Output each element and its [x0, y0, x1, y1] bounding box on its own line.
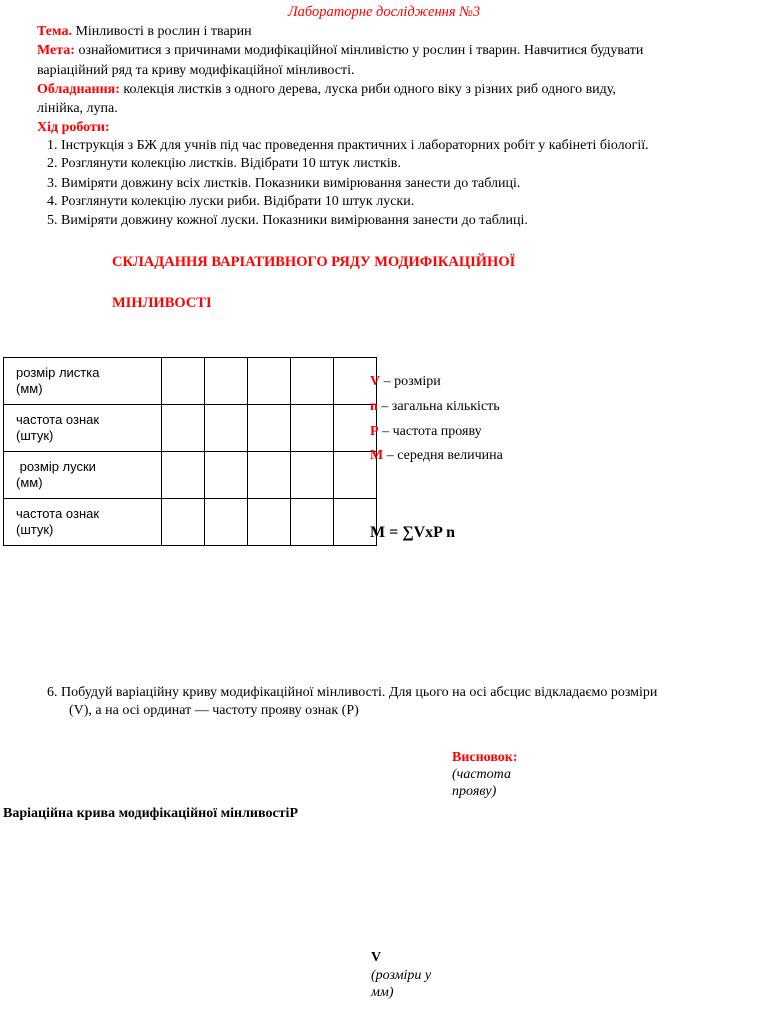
row-label: [4, 452, 162, 499]
table-row: [4, 405, 377, 452]
legend-text: – розміри: [380, 374, 441, 389]
table-cell[interactable]: [162, 405, 205, 452]
table-row: [4, 499, 377, 546]
section-heading-1: СКЛАДАННЯ ВАРІАТИВНОГО РЯДУ МОДИФІКАЦІЙНОЇ: [112, 254, 516, 270]
table-cell[interactable]: [291, 499, 334, 546]
goal-text-2: варіаційний ряд та криву модифікаційної мінливості.: [37, 63, 355, 78]
equipment-text-1: колекція листків з одного дерева, луска риби одного віку з різних риб одного виду,: [123, 82, 616, 97]
step-4: 4. Розглянути колекцію луски риби. Відібрати 10 штук луски.: [47, 194, 415, 209]
table-cell[interactable]: [162, 499, 205, 546]
step-5: 5. Виміряти довжину кожної луски. Показники вимірювання занести до таблиці.: [47, 213, 528, 228]
step-3: 3. Виміряти довжину всіх листків. Показники вимірювання занести до таблиці.: [47, 176, 521, 191]
step-2: 2. Розглянути колекцію листків. Відібрати 10 штук листків.: [47, 156, 401, 171]
legend-text: – частота прояву: [378, 424, 482, 439]
equipment-line-1: [37, 81, 616, 98]
equipment-label: Обладнання:: [37, 82, 120, 97]
axis-v-note-1: (розміри у: [371, 968, 432, 983]
legend-symbol: M: [370, 448, 384, 463]
table-cell[interactable]: [205, 358, 248, 405]
conclusion-note-1: (частота: [452, 767, 511, 782]
topic-label: Тема.: [37, 24, 72, 39]
legend-symbol: V: [370, 374, 381, 389]
goal-line-1: [37, 42, 643, 59]
row-label-line: розмір луски: [16, 459, 96, 474]
row-label: [4, 499, 162, 546]
row-label-line: частота ознак: [16, 506, 100, 521]
table-cell[interactable]: [248, 405, 291, 452]
variation-table: [3, 357, 377, 546]
goal-label: Мета:: [37, 43, 75, 58]
legend-symbol: n: [370, 399, 378, 414]
row-label-line: частота ознак: [16, 412, 100, 427]
legend-n: [370, 399, 500, 415]
table-cell[interactable]: [162, 358, 205, 405]
topic-text: Мінливості в рослин і тварин: [75, 24, 252, 39]
row-label-line: (штук): [16, 522, 54, 537]
row-label-line: розмір листка: [16, 365, 100, 380]
conclusion-note-2: прояву): [452, 784, 497, 799]
legend-p: [370, 424, 482, 440]
table-row: [4, 358, 377, 405]
mean-formula: M = ∑VxP n: [370, 524, 455, 541]
table-row: [4, 452, 377, 499]
legend-text: – загальна кількість: [377, 399, 500, 414]
table-cell[interactable]: [291, 358, 334, 405]
document-title: Лабораторне дослідження №3: [287, 4, 481, 20]
row-label-line: (мм): [16, 381, 43, 396]
curve-title: Варіаційна крива модифікаційної мінливостіР: [3, 806, 298, 821]
row-label-line: (мм): [16, 475, 43, 490]
legend-text: – середня величина: [383, 448, 503, 463]
row-label: [4, 358, 162, 405]
table-cell[interactable]: [248, 452, 291, 499]
legend-m: [370, 448, 503, 464]
table-cell[interactable]: [248, 358, 291, 405]
table-cell[interactable]: [291, 452, 334, 499]
row-label-line: (штук): [16, 428, 54, 443]
table-cell[interactable]: [291, 405, 334, 452]
conclusion-label: Висновок:: [452, 750, 518, 765]
legend-symbol: P: [370, 424, 379, 439]
legend-v: [370, 374, 441, 390]
section-heading-2: МІНЛИВОСТІ: [112, 295, 212, 311]
procedure-label: Хід роботи:: [37, 120, 110, 135]
row-label: [4, 405, 162, 452]
equipment-text-2: лінійка, лупа.: [37, 101, 118, 116]
table-cell[interactable]: [205, 405, 248, 452]
table-cell[interactable]: [205, 499, 248, 546]
table-cell[interactable]: [162, 452, 205, 499]
goal-text-1: ознайомитися з причинами модифікаційної мінливістю у рослин і тварин. Навчитися будувати: [78, 43, 644, 58]
step-6-line-1: 6. Побудуй варіаційну криву модифікаційної мінливості. Для цього на осі абсцис відкладаємо розміри: [47, 685, 658, 700]
step-6-line-2: (V), а на осі ординат — частоту прояву ознак (P): [69, 703, 359, 718]
topic-line: [37, 23, 252, 40]
step-1: 1. Інструкція з БЖ для учнів під час проведення практичних і лабораторних робіт у кабінеті біології.: [47, 138, 649, 153]
table-cell[interactable]: [248, 499, 291, 546]
axis-v-note-2: мм): [371, 985, 394, 1000]
axis-v-label: V: [371, 950, 382, 965]
table-cell[interactable]: [205, 452, 248, 499]
